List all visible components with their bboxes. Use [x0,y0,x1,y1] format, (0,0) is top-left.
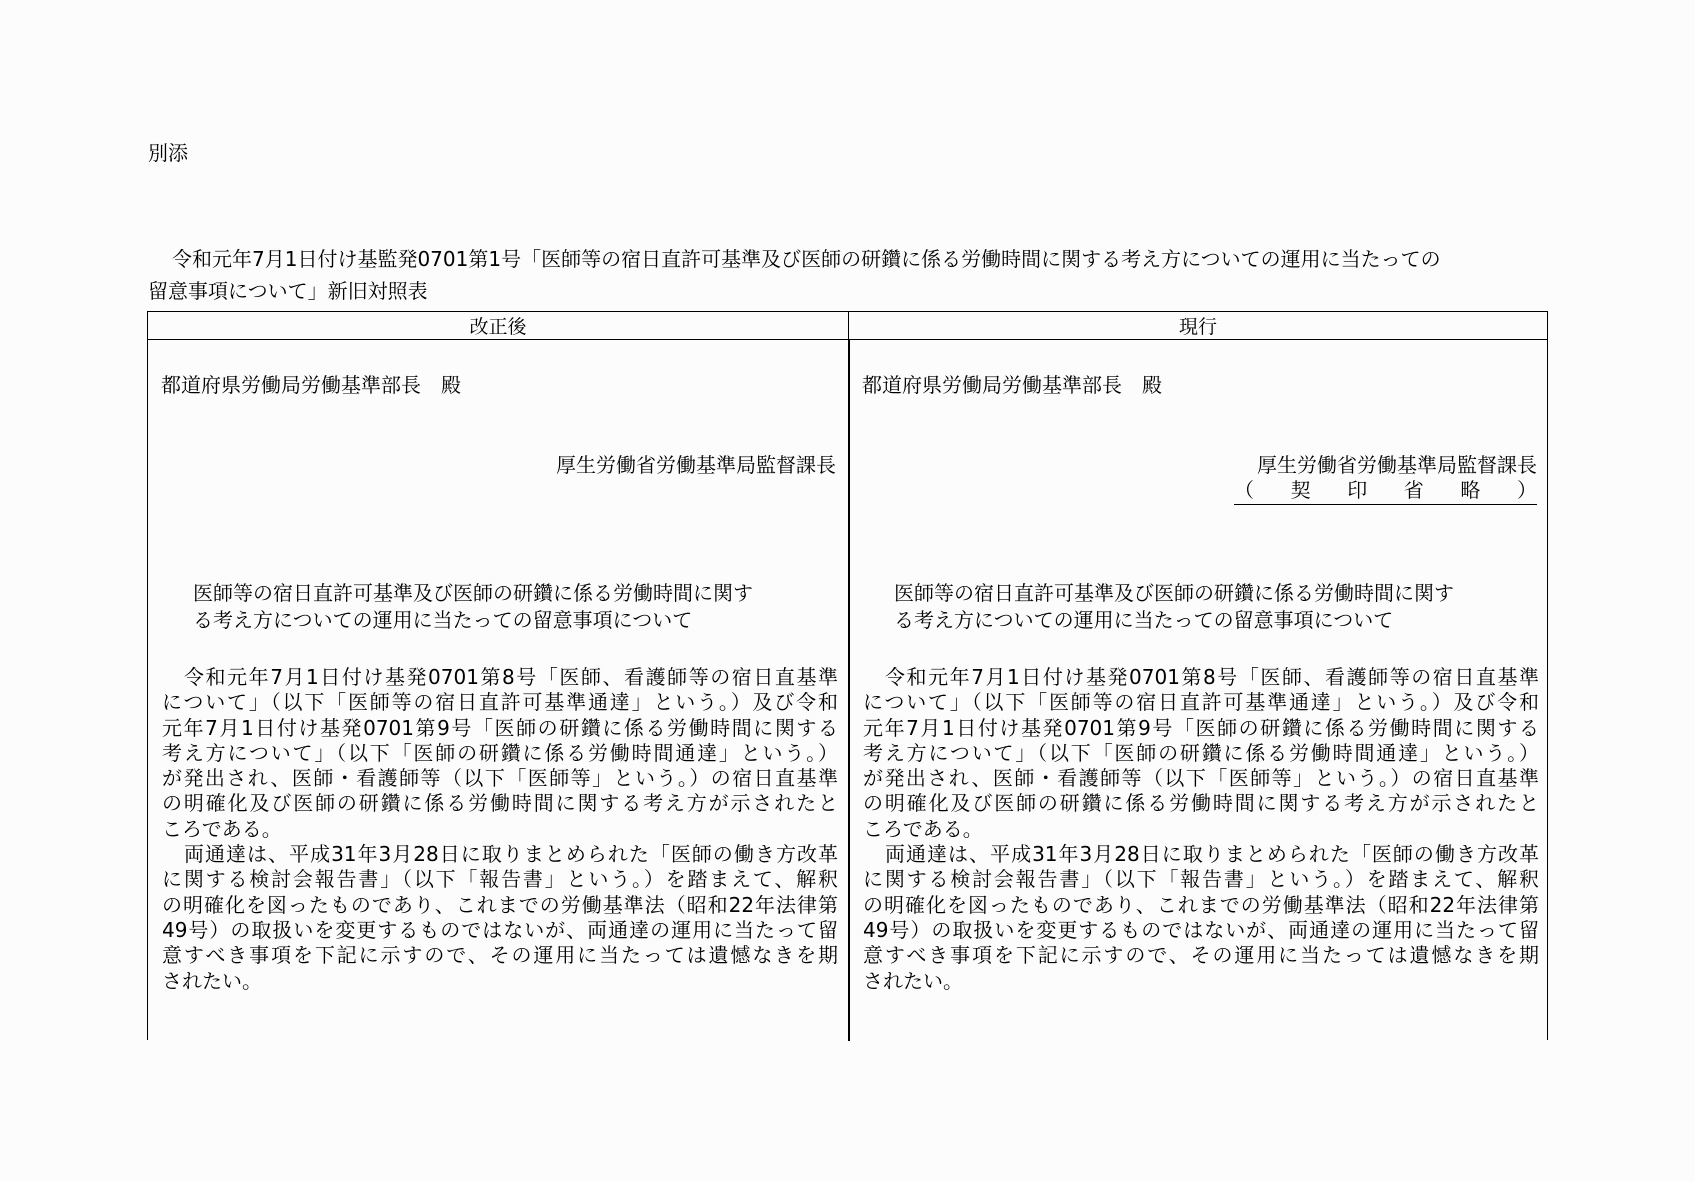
document-title-line-1: 令和元年7月1日付け基監発0701第1号「医師等の宿日直許可基準及び医師の研鑽に係る労働時間に関する考え方についての運用に当たっての [172,247,1441,271]
body-line: 両通達は、平成31年3月28日に取りまとめられた「医師の働き方改革 [885,842,1539,867]
body-line: 49号）の取扱いを変更するものではないが、両通達の運用に当たって留 [863,917,1539,942]
header-revised-label: 改正後 [469,316,527,338]
body-line: の明確化及び医師の研鑽に係る労働時間に関する考え方が示されたと [162,791,838,816]
sender-block [1234,452,1537,505]
sender-block [556,452,836,478]
body-line: 令和元年7月1日付け基発0701第8号「医師、看護師等の宿日直基準 [184,665,838,689]
body-line: 元年7月1日付け基発0701第9号「医師の研鑽に係る労働時間に関する [863,715,1539,740]
body-line: 考え方について」（以下「医師の研鑽に係る労働時間通達」という。） [162,740,838,765]
body-line: 49号）の取扱いを変更するものではないが、両通達の運用に当たって留 [162,917,838,942]
body-line: が発出され、医師・看護師等（以下「医師等」という。）の宿日直基準 [863,766,1539,791]
subject [894,580,1454,634]
seal-char: 契 [1290,478,1311,502]
sender: 厚生労働省労働基準局監督課長 [1257,453,1537,477]
body-text [863,665,1539,994]
body-line: ころである。 [162,816,282,841]
seal-char: 印 [1347,478,1368,502]
seal-char: 略 [1460,478,1481,502]
header-current [849,312,1547,340]
subject-line-1: 医師等の宿日直許可基準及び医師の研鑽に係る労働時間に関す [894,581,1454,605]
seal-omitted-note [1234,478,1537,505]
body-line: ころである。 [863,816,983,841]
body-line: 考え方について」（以下「医師の研鑽に係る労働時間通達」という。） [863,740,1539,765]
body-line: が発出され、医師・看護師等（以下「医師等」という。）の宿日直基準 [162,766,838,791]
body-text [162,665,838,994]
seal-char: ） [1516,478,1537,502]
body-line: 両通達は、平成31年3月28日に取りまとめられた「医師の働き方改革 [184,842,838,867]
body-line: の明確化を図ったものであり、これまでの労働基準法（昭和22年法律第 [162,892,838,917]
subject-line-2: る考え方についての運用に当たっての留意事項について [894,608,1394,632]
body-line: 意すべき事項を下記に示すので、その運用に当たっては遺憾なきを期 [162,943,838,968]
document-title-line-2: 留意事項について」新旧対照表 [148,279,428,303]
column-current [849,340,1549,1041]
subject-line-2: る考え方についての運用に当たっての留意事項について [193,608,693,632]
body-line: 令和元年7月1日付け基発0701第8号「医師、看護師等の宿日直基準 [885,665,1539,689]
addressee: 都道府県労働局労働基準部長 殿 [862,373,1162,397]
comparison-table [147,311,1548,1040]
body-line: 意すべき事項を下記に示すので、その運用に当たっては遺憾なきを期 [863,943,1539,968]
attachment-label: 別添 [148,141,188,165]
body-line: の明確化を図ったものであり、これまでの労働基準法（昭和22年法律第 [863,892,1539,917]
header-revised [148,312,849,340]
seal-char: （ [1234,478,1254,502]
body-line: に関する検討会報告書」（以下「報告書」という。）を踏まえて、解釈 [863,867,1539,892]
body-line: について」（以下「医師等の宿日直許可基準通達」という。）及び令和 [863,690,1539,715]
body-line: 元年7月1日付け基発0701第9号「医師の研鑽に係る労働時間に関する [162,715,838,740]
sender: 厚生労働省労働基準局監督課長 [556,453,836,477]
header-current-label: 現行 [1178,316,1217,338]
column-revised [148,340,848,1041]
body-line: されたい。 [863,968,963,993]
body-line: されたい。 [162,968,262,993]
subject-line-1: 医師等の宿日直許可基準及び医師の研鑽に係る労働時間に関す [193,581,753,605]
subject [193,580,753,634]
body-line: について」（以下「医師等の宿日直許可基準通達」という。）及び令和 [162,690,838,715]
body-line: に関する検討会報告書」（以下「報告書」という。）を踏まえて、解釈 [162,867,838,892]
addressee: 都道府県労働局労働基準部長 殿 [161,373,461,397]
body-line: の明確化及び医師の研鑽に係る労働時間に関する考え方が示されたと [863,791,1539,816]
seal-char: 省 [1403,478,1424,502]
